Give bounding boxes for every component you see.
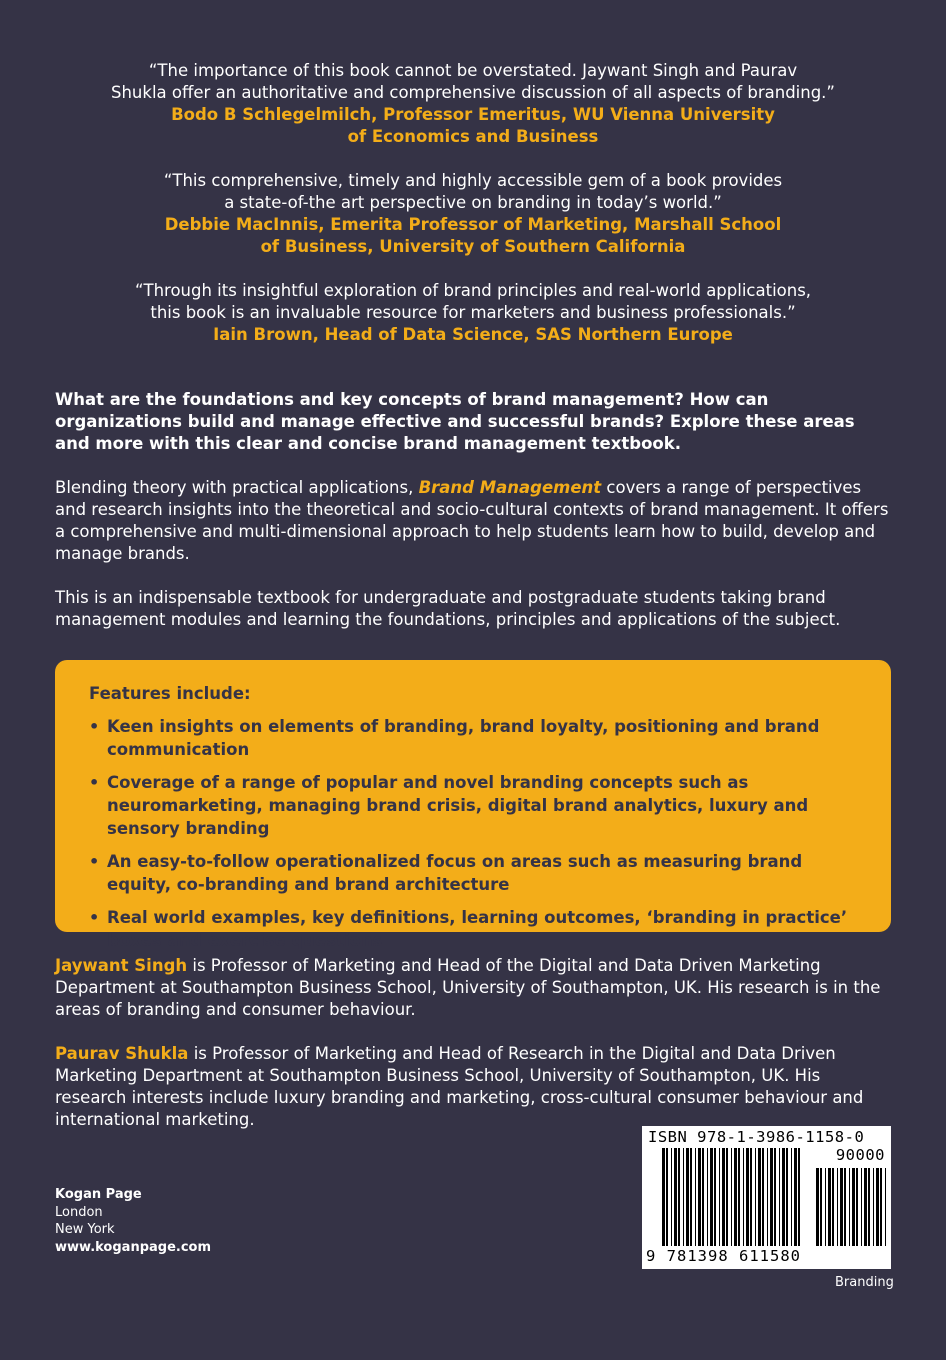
isbn-barcode <box>642 1126 891 1269</box>
price-code: 90000 <box>835 1146 885 1164</box>
book-description <box>55 389 895 653</box>
feature-text: Keen insights on elements of branding, brand loyalty, positioning and brand communication <box>107 717 820 759</box>
author-name: Jaywant Singh <box>55 956 188 975</box>
quote-author: of Business, University of Southern California <box>260 237 686 256</box>
bullet-icon: • <box>89 717 100 736</box>
features-heading: Features include: <box>89 684 251 703</box>
publisher-name: Kogan Page <box>55 1187 142 1202</box>
author-bio <box>55 1043 895 1131</box>
category-label: Branding <box>835 1275 894 1290</box>
description-text: Blending theory with practical applications, <box>55 478 419 497</box>
endorsement-quote <box>95 280 851 346</box>
book-title: Brand Management <box>418 478 602 497</box>
publisher-info <box>55 1186 211 1256</box>
quote-text: “This comprehensive, timely and highly accessible gem of a book provides <box>163 171 783 190</box>
bullet-icon: • <box>89 852 100 871</box>
isbn-text: ISBN 978-1-3986-1158-0 <box>648 1128 865 1146</box>
features-list <box>89 715 861 952</box>
quote-text: “The importance of this book cannot be overstated. Jaywant Singh and Paurav <box>148 61 798 80</box>
bullet-icon: • <box>89 908 100 927</box>
quote-author: Iain Brown, Head of Data Science, SAS Northern Europe <box>213 325 733 344</box>
endorsement-quote <box>95 170 851 258</box>
feature-item <box>89 850 861 896</box>
publisher-url: www.koganpage.com <box>55 1239 212 1255</box>
author-bios <box>55 955 895 1153</box>
quote-text: “Through its insightful exploration of brand principles and real-world applications, <box>134 281 812 300</box>
features-box <box>55 660 891 950</box>
description-paragraph: This is an indispensable textbook for undergraduate and postgraduate students taking brand management modules and learning the foundations, principles and applications of the subject. <box>55 588 841 629</box>
feature-item <box>89 906 861 952</box>
lead-paragraph: What are the foundations and key concepts of brand management? How can organizations build and manage effective and successful brands? Explore these areas and more with this clear and concise brand management textbook. <box>55 390 855 453</box>
feature-item <box>89 771 861 840</box>
description-paragraph <box>55 477 895 565</box>
quote-text: a state-of-the art perspective on branding in today’s world.” <box>224 193 722 212</box>
description-text: covers a range of perspectives and research insights into the theoretical and socio-cultural contexts of brand management. It offers a comprehensive and multi-dimensional approach to help students learn how to build, develop and manage brands. <box>55 478 889 563</box>
feature-text: Coverage of a range of popular and novel branding concepts such as neuromarketing, managing brand crisis, digital brand analytics, luxury and sensory branding <box>107 773 809 838</box>
quote-text: Shukla offer an authoritative and comprehensive discussion of all aspects of branding.” <box>111 83 835 102</box>
feature-text: Real world examples, key definitions, learning outcomes, ‘branding in practice’ boxes and exercise questions <box>107 908 848 950</box>
author-name: Paurav Shukla <box>55 1044 189 1063</box>
feature-text: An easy-to-follow operationalized focus on areas such as measuring brand equity, co-branding and brand architecture <box>107 852 803 894</box>
feature-item <box>89 715 861 761</box>
author-bio <box>55 955 895 1021</box>
publisher-city: New York <box>55 1222 115 1237</box>
author-bio-text: is Professor of Marketing and Head of the Digital and Data Driven Marketing Department at Southampton Business School, University of Southampton, UK. His research is in the areas of branding and consumer behaviour. <box>55 956 881 1019</box>
publisher-city: London <box>55 1204 103 1220</box>
barcode-digits: 9 781398 611580 <box>646 1247 801 1265</box>
quote-text: this book is an invaluable resource for marketers and business professionals.” <box>150 303 796 322</box>
quote-author: Debbie MacInnis, Emerita Professor of Marketing, Marshall School <box>164 215 782 234</box>
endorsements <box>95 60 851 368</box>
quote-author: Bodo B Schlegelmilch, Professor Emeritus, WU Vienna University <box>171 105 775 124</box>
bullet-icon: • <box>89 773 100 792</box>
author-bio-text: is Professor of Marketing and Head of Research in the Digital and Data Driven Marketing Department at Southampton Business School, University of Southampton, UK. His research interests include luxury branding and marketing, cross-cultural consumer behaviour and international marketing. <box>55 1044 864 1129</box>
quote-author: of Economics and Business <box>347 127 599 146</box>
endorsement-quote <box>95 60 851 148</box>
